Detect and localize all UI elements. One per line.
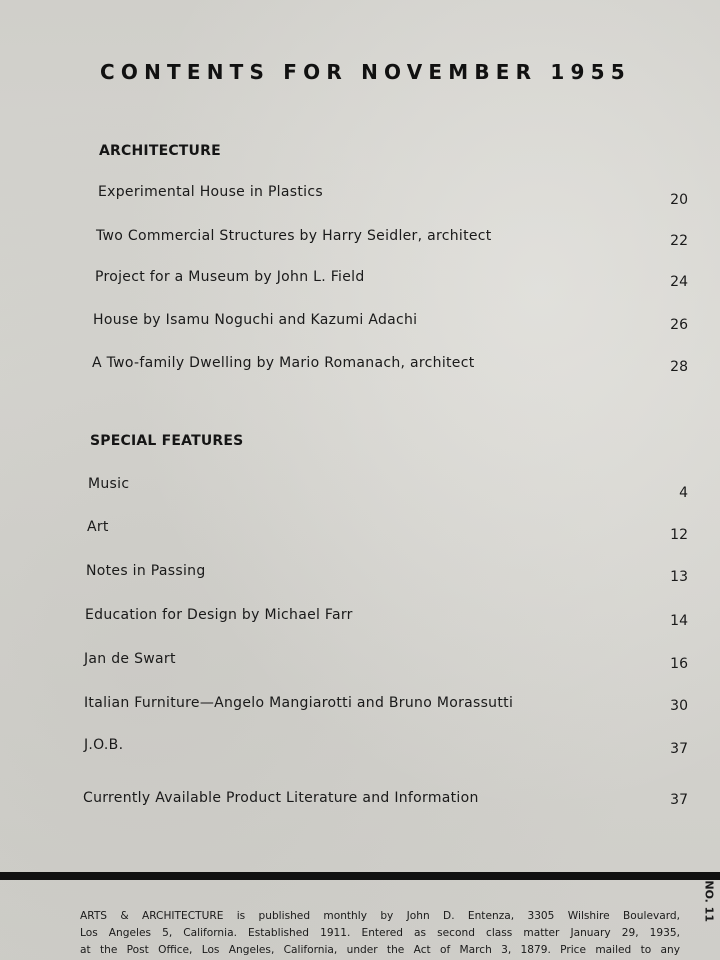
toc-entry-title: J.O.B.	[84, 737, 124, 753]
toc-entry-page: 26	[670, 317, 688, 333]
toc-entry-title: Experimental House in Plastics	[98, 184, 323, 200]
toc-entry-page: 30	[670, 698, 688, 714]
toc-entry-title: Music	[88, 476, 130, 492]
toc-entry	[0, 607, 720, 631]
toc-entry-page: 12	[670, 527, 688, 543]
toc-entry	[0, 790, 720, 814]
toc-entry-title: A Two-family Dwelling by Mario Romanach, architect	[92, 355, 475, 371]
toc-entry-title: Jan de Swart	[84, 651, 176, 667]
toc-entry	[0, 228, 720, 252]
toc-entry	[0, 312, 720, 336]
toc-entry-page: 20	[670, 192, 688, 208]
toc-entry-page: 28	[670, 359, 688, 375]
toc-entry	[0, 737, 720, 761]
toc-entry	[0, 695, 720, 719]
toc-entry-title: Project for a Museum by John L. Field	[95, 269, 365, 285]
toc-entry	[0, 269, 720, 293]
toc-entry-title: Art	[87, 519, 109, 535]
section-heading-special-features: SPECIAL FEATURES	[90, 433, 244, 449]
page-title: CONTENTS FOR NOVEMBER 1955	[100, 60, 631, 84]
toc-entry	[0, 651, 720, 675]
publication-notice-line: Los Angeles 5, California. Established 1911. Entered as second class matter January 29, 1935,	[80, 927, 680, 939]
toc-entry	[0, 519, 720, 543]
toc-entry	[0, 476, 720, 500]
toc-entry-title: Notes in Passing	[86, 563, 206, 579]
toc-entry-page: 37	[670, 741, 688, 757]
toc-entry-title: House by Isamu Noguchi and Kazumi Adachi	[93, 312, 418, 328]
toc-entry-page: 24	[670, 274, 688, 290]
show-through-text	[320, 500, 620, 620]
toc-entry-page: 14	[670, 613, 688, 629]
publication-notice	[80, 908, 680, 959]
publication-notice-line: at the Post Office, Los Angeles, California, under the Act of March 3, 1879. Price mailed to any	[80, 944, 680, 956]
toc-entry-page: 13	[670, 569, 688, 585]
toc-entry-title: Two Commercial Structures by Harry Seidler, architect	[96, 228, 492, 244]
toc-entry-page: 4	[679, 485, 688, 501]
toc-entry-page: 22	[670, 233, 688, 249]
toc-entry-page: 16	[670, 656, 688, 672]
toc-entry-page: 37	[670, 792, 688, 808]
issue-number: NO. 11	[703, 880, 716, 922]
toc-entry	[0, 184, 720, 208]
toc-entry	[0, 355, 720, 379]
section-heading-architecture: ARCHITECTURE	[99, 143, 221, 159]
toc-entry	[0, 563, 720, 587]
toc-entry-title: Education for Design by Michael Farr	[85, 607, 353, 623]
publication-notice-line: ARTS & ARCHITECTURE is published monthly by John D. Entenza, 3305 Wilshire Boulevard,	[80, 910, 680, 922]
toc-entry-title: Currently Available Product Literature and Information	[83, 790, 479, 806]
divider-rule	[0, 872, 720, 880]
toc-entry-title: Italian Furniture—Angelo Mangiarotti and Bruno Morassutti	[84, 695, 514, 711]
